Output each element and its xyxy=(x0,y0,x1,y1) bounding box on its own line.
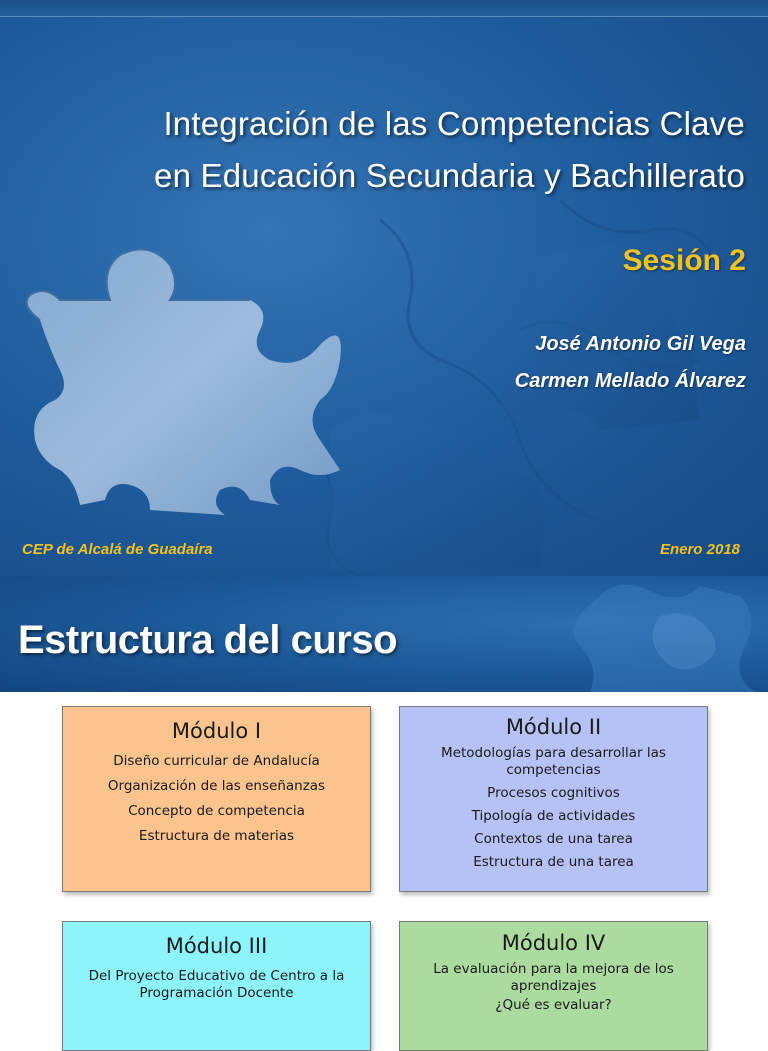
module-2-box xyxy=(399,706,708,892)
presentation-title xyxy=(30,98,745,202)
author-2: Carmen Mellado Álvarez xyxy=(514,370,746,392)
module-item: Concepto de competencia xyxy=(128,803,305,819)
module-2-title: Módulo II xyxy=(505,715,602,739)
footer-institution: CEP de Alcalá de Guadaíra xyxy=(22,541,213,558)
module-item: ¿Qué es evaluar? xyxy=(495,997,612,1013)
slide-title: Estructura del curso xyxy=(18,618,398,662)
module-4-box xyxy=(399,921,708,1051)
module-item: Diseño curricular de Andalucía xyxy=(113,753,320,769)
module-item: Tipología de actividades xyxy=(471,808,636,824)
footer-date: Enero 2018 xyxy=(659,541,740,558)
module-3-title: Módulo III xyxy=(165,934,268,958)
module-1-box xyxy=(62,706,371,892)
course-structure-header xyxy=(0,576,768,692)
title-line-2: en Educación Secundaria y Bachillerato xyxy=(154,157,745,194)
module-item: Estructura de una tarea xyxy=(473,854,634,870)
module-1-title: Módulo I xyxy=(171,719,262,743)
author-1: José Antonio Gil Vega xyxy=(535,333,746,355)
module-4-title: Módulo IV xyxy=(501,931,606,955)
title-line-1: Integración de las Competencias Clave xyxy=(163,105,745,142)
module-item: Contextos de una tarea xyxy=(474,831,633,847)
module-item: Organización de las enseñanzas xyxy=(107,778,326,794)
session-label: Sesión 2 xyxy=(622,244,746,277)
module-item: La evaluación para la mejora de los aprendizajes xyxy=(433,961,674,994)
module-item: Procesos cognitivos xyxy=(487,785,620,801)
module-item: Del Proyecto Educativo de Centro a la Programación Docente xyxy=(88,968,345,1001)
module-item: Estructura de materias xyxy=(138,828,295,844)
module-3-box xyxy=(62,921,371,1051)
module-item: Metodologías para desarrollar las competencias xyxy=(441,745,666,778)
